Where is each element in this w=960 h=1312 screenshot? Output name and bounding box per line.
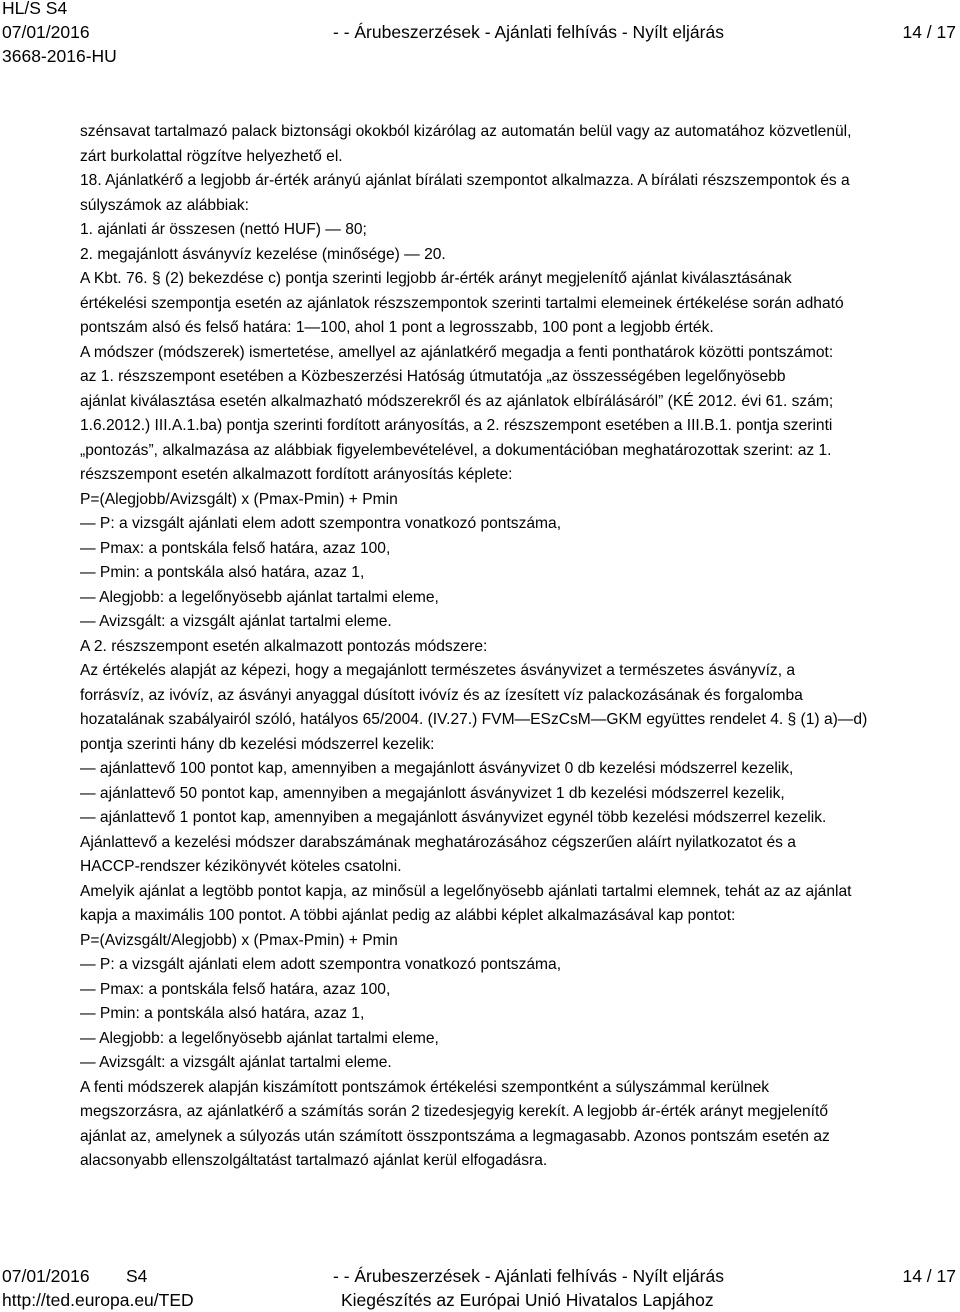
- body-line: — P: a vizsgált ajánlati elem adott szempontra vonatkozó pontszáma,: [80, 956, 562, 973]
- footer-page-number: 14 / 17: [902, 1266, 956, 1286]
- body-line: — Pmax: a pontskála felső határa, azaz 100,: [80, 980, 391, 998]
- body-line: zárt burkolattal rögzítve helyezhető el.: [80, 147, 343, 165]
- body-line: „pontozás”, alkalmazása az alábbiak figyelembevételével, a dokumentációban meghatározottak szerint: az 1.: [80, 441, 832, 459]
- body-line: megszorzásra, az ajánlatkérő a számítás során 2 tizedesjegyig kerekít. A legjobb ár-érték arányt megjelenítő: [80, 1103, 829, 1120]
- body-line: hozatalának szabályairól szóló, hatályos 65/2004. (IV.27.) FVM—ESzCsM—GKM együttes rendelet 4. § (1) a)—d): [80, 711, 868, 728]
- header-date: 07/01/2016: [2, 22, 90, 42]
- body-line: Amelyik ajánlat a legtöbb pontot kapja, az minősül a legelőnyösebb ajánlati tartalmi elemnek, tehát az az ajánlat: [80, 882, 852, 900]
- body-line: alacsonyabb ellenszolgáltatást tartalmazó ajánlat kerül elfogadásra.: [80, 1152, 548, 1169]
- body-line: ajánlat kiválasztása esetén alkalmazható módszerekről és az ajánlatok elbírálásáról” (KÉ 2012. évi 61. szám;: [80, 392, 834, 410]
- body-line: — Alegjobb: a legelőnyösebb ajánlat tartalmi eleme,: [80, 1029, 439, 1047]
- body-line: — Pmin: a pontskála alsó határa, azaz 1,: [80, 1005, 365, 1022]
- body-line: — ajánlattevő 50 pontot kap, amennyiben a megajánlott ásványvizet 1 db kezelési módszerrel kezelik,: [80, 784, 785, 802]
- body-line: — Avizsgált: a vizsgált ajánlat tartalmi eleme.: [80, 613, 392, 630]
- body-line: — P: a vizsgált ajánlati elem adott szempontra vonatkozó pontszáma,: [80, 515, 562, 532]
- body-line: szénsavat tartalmazó palack biztonsági okokból kizárólag az automatán belül vagy az automatához közvetlenül,: [80, 123, 852, 140]
- body-line: A Kbt. 76. § (2) bekezdése c) pontja szerinti legjobb ár-érték arányt megjelenítő ajánlat kiválasztásának: [80, 270, 792, 287]
- body-line: pontszám alsó és felső határa: 1—100, ahol 1 pont a legrosszabb, 100 pont a legjobb érték.: [80, 319, 714, 336]
- body-line: — Pmin: a pontskála alsó határa, azaz 1,: [80, 564, 365, 581]
- body-line: A 2. részszempont esetén alkalmazott pontozás módszere:: [80, 637, 488, 655]
- body-line: forrásvíz, az ivóvíz, az ásványi anyaggal dúsított ivóvíz és az ízesített víz palackozásának és forgalomba: [80, 686, 803, 704]
- footer-date: 07/01/2016: [2, 1266, 90, 1286]
- body-line: — Pmax: a pontskála felső határa, azaz 100,: [80, 539, 391, 557]
- body-line: 18. Ajánlatkérő a legjobb ár-érték arányú ajánlat bírálati szempontot alkalmazza. A bírálati részszempontok és a: [80, 172, 850, 189]
- body-line: ajánlat az, amelynek a súlyozás után számított összpontszáma a legmagasabb. Azonos pontszám esetén az: [80, 1127, 830, 1145]
- body-line: kapja a maximális 100 pontot. A többi ajánlat pedig az alábbi képlet alkalmazásával kap pontot:: [80, 907, 736, 924]
- body-line: Ajánlattevő a kezelési módszer darabszámának meghatározásához cégszerűen aláírt nyilatkozatot és a: [80, 833, 796, 851]
- page-header: [0, 0, 960, 70]
- body-line: pontja szerinti hány db kezelési módszerrel kezelik:: [80, 735, 435, 753]
- header-page-number: 14 / 17: [902, 22, 956, 42]
- header-journal-ref: HL/S S4: [2, 0, 68, 18]
- body-line: értékelési szempontja esetén az ajánlatok részszempontok szerinti tartalmi elemeinek értékelése során adható: [80, 294, 844, 312]
- body-line: Az értékelés alapját az képezi, hogy a megajánlott természetes ásványvizet a természetes ásványvíz, a: [80, 662, 796, 679]
- body-line: A módszer (módszerek) ismertetése, amellyel az ajánlatkérő megadja a fenti ponthatárok közötti pontszámot:: [80, 343, 834, 361]
- header-title: - - Árubeszerzések - Ajánlati felhívás - Nyílt eljárás: [333, 22, 724, 42]
- body-line: részszempont esetén alkalmazott fordított arányosítás képlete:: [80, 466, 513, 483]
- body-line: az 1. részszempont esetében a Közbeszerzési Hatóság útmutatója „az összességében legelőnyösebb: [80, 368, 786, 385]
- body-line: P=(Avizsgált/Alegjobb) x (Pmax-Pmin) + Pmin: [80, 931, 398, 949]
- body-line: 1.6.2012.) III.A.1.ba) pontja szerinti fordított arányosítás, a 2. részszempont esetében a III.B.1. pontja szerinti: [80, 417, 833, 434]
- body-line: súlyszámok az alábbiak:: [80, 196, 250, 214]
- footer-subtitle: Kiegészítés az Európai Unió Hivatalos Lapjához: [341, 1290, 714, 1310]
- body-line: 1. ajánlati ár összesen (nettó HUF) — 80;: [80, 221, 367, 238]
- header-doc-id: 3668-2016-HU: [2, 46, 117, 66]
- body-line: — ajánlattevő 1 pontot kap, amennyiben a megajánlott ásványvizet egynél több kezelési módszerrel kezelik.: [80, 809, 827, 826]
- document-body: [80, 120, 956, 1174]
- footer-url: http://ted.europa.eu/TED: [2, 1290, 194, 1310]
- footer-section: S4: [126, 1266, 148, 1286]
- body-line: — Avizsgált: a vizsgált ajánlat tartalmi eleme.: [80, 1054, 392, 1071]
- page-footer: [0, 1262, 960, 1311]
- body-line: — Alegjobb: a legelőnyösebb ajánlat tartalmi eleme,: [80, 588, 439, 606]
- body-line: 2. megajánlott ásványvíz kezelése (minősége) — 20.: [80, 245, 446, 263]
- body-line: A fenti módszerek alapján kiszámított pontszámok értékelési szempontként a súlyszámmal kerülnek: [80, 1078, 770, 1096]
- body-line: P=(Alegjobb/Avizsgált) x (Pmax-Pmin) + Pmin: [80, 490, 398, 508]
- footer-title: - - Árubeszerzések - Ajánlati felhívás - Nyílt eljárás: [333, 1266, 724, 1286]
- body-line: — ajánlattevő 100 pontot kap, amennyiben a megajánlott ásványvizet 0 db kezelési módszerrel kezelik,: [80, 760, 794, 777]
- body-line: HACCP-rendszer kézikönyvét köteles csatolni.: [80, 858, 402, 875]
